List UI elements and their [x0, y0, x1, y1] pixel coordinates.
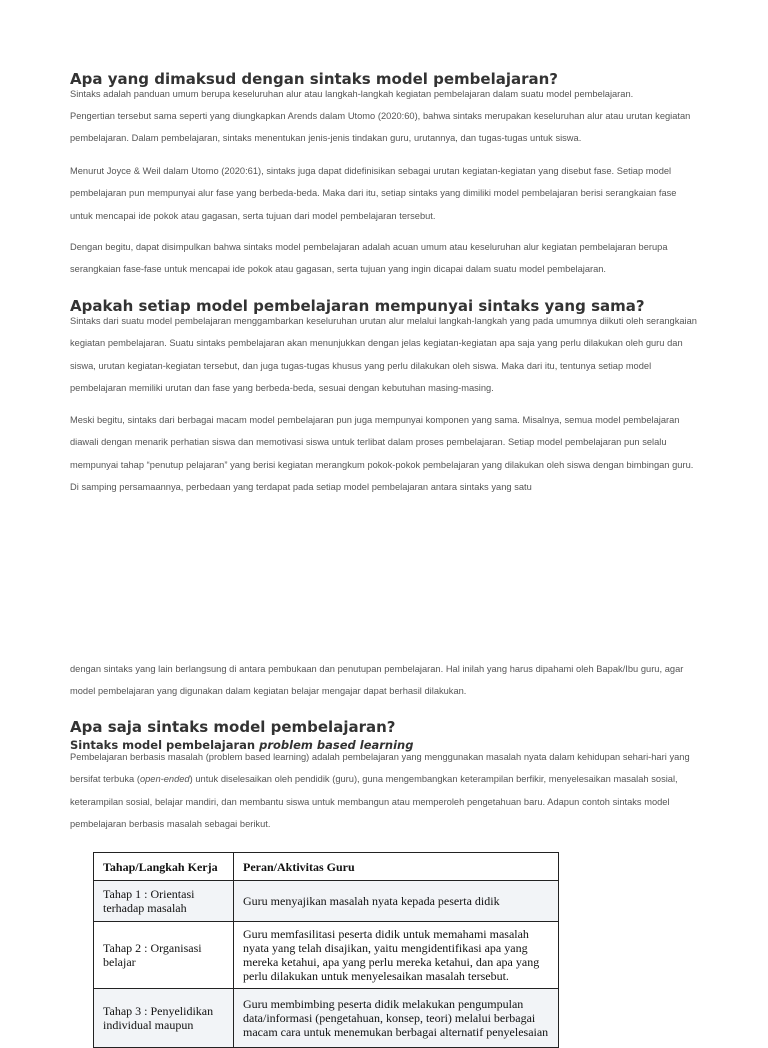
paragraph: Menurut Joyce & Weil dalam Utomo (2020:61), sintaks juga dapat didefinisikan sebagai urutan kegiatan-kegiatan yang disebut fase. Setiap model pembelajaran pun mempunyai alur fase yang berbeda-beda. Maka dari itu, setiap sintaks yang dimiliki model pembelajaran berisi serangkaian fase untuk mencapai ide pokok atau gagasan, serta tujuan dari model pembelajaran tersebut. — [70, 166, 677, 221]
syntax-table — [93, 852, 559, 1048]
table-cell-step: Tahap 2 : Organisasi belajar — [94, 922, 234, 989]
paragraph: Sintaks adalah panduan umum berupa keseluruhan alur atau langkah-langkah kegiatan pembelajaran dalam suatu model pembelajaran. — [70, 89, 634, 99]
table-cell-activity: Guru memfasilitasi peserta didik untuk memahami masalah nyata yang telah disajikan, yaitu mengidentifikasi apa yang mereka ketahui, apa yang perlu mereka ketahui, dan apa yang perlu dilakukan untuk menyelesaikan masalah tersebut. — [234, 922, 559, 989]
paragraph-italic-text: open-ended — [139, 774, 190, 785]
subheading-text: Sintaks model pembelajaran — [70, 738, 260, 752]
table-cell-activity: Guru menyajikan masalah nyata kepada peserta didik — [234, 881, 559, 922]
paragraph-text: ) untuk diselesaikan oleh pendidik (guru), guna mengembangkan keterampilan berfikir, menyelesaikan masalah sosial, keterampilan sosial, belajar mandiri, dan membantu siswa untuk membangun atau memperoleh pengetahuan baru. Adapun contoh sintaks model pembelajaran berbasis masalah sebagai berikut. — [70, 774, 678, 829]
paragraph: Pengertian tersebut sama seperti yang diungkapkan Arends dalam Utomo (2020:60), bahwa sintaks merupakan keseluruhan alur atau urutan kegiatan pembelajaran. Dalam pembelajaran, sintaks menentukan jenis-jenis tindakan guru, urutannya, dan tugas-tugas untuk siswa. — [70, 111, 691, 144]
column-header-step: Tahap/Langkah Kerja — [94, 853, 234, 881]
table-row — [94, 881, 559, 922]
section-heading-syntax-types: Apa saja sintaks model pembelajaran? — [70, 718, 396, 736]
table-row — [94, 989, 559, 1048]
column-header-activity: Peran/Aktivitas Guru — [234, 853, 559, 881]
table-cell-step: Tahap 1 : Orientasi terhadap masalah — [94, 881, 234, 922]
subheading-italic-text: problem based learning — [259, 738, 414, 752]
paragraph — [70, 746, 700, 835]
paragraph: dengan sintaks yang lain berlangsung di antara pembukaan dan penutupan pembelajaran. Hal inilah yang harus dipahami oleh Bapak/Ibu guru, agar model pembelajaran yang digunakan dalam kegiatan belajar mengajar dapat berhasil dilakukan. — [70, 664, 684, 697]
paragraph-text: Pembelajaran berbasis masalah (problem based learning) adalah pembelajaran yang menggunakan masalah nyata dalam kehidupan sehari-hari yang bersifat terbuka ( — [70, 752, 690, 785]
paragraph: Sintaks dari suatu model pembelajaran menggambarkan keseluruhan urutan alur melalui langkah-langkah yang pada umumnya diikuti oleh serangkaian kegiatan pembelajaran. Suatu sintaks pembelajaran akan menunjukkan dengan jelas kegiatan-kegiatan apa saja yang perlu dilakukan oleh guru dan siswa, urutan kegiatan-kegiatan tersebut, dan juga tugas-tugas khusus yang perlu dilakukan oleh siswa. Maka dari itu, tentunya setiap model pembelajaran memiliki urutan dan fase yang berbeda-beda, sesuai dengan kebutuhan masing-masing. — [70, 316, 697, 393]
paragraph: Dengan begitu, dapat disimpulkan bahwa sintaks model pembelajaran adalah acuan umum atau keseluruhan alur kegiatan pembelajaran berupa serangkaian fase-fase untuk mencapai ide pokok atau gagasan, serta tujuan yang ingin dicapai dalam suatu model pembelajaran. — [70, 242, 668, 275]
table-header-row — [94, 853, 559, 881]
paragraph: Meski begitu, sintaks dari berbagai macam model pembelajaran pun juga mempunyai komponen yang sama. Misalnya, semua model pembelajaran diawali dengan menarik perhatian siswa dan memotivasi siswa untuk terlibat dalam proses pembelajaran. Setiap model pembelajaran pun selalu mempunyai tahap “penutup pelajaran” yang berisi kegiatan merangkum pokok-pokok pembelajaran yang dilakukan oleh siswa dengan bimbingan guru. Di samping persamaannya, perbedaan yang terdapat pada setiap model pembelajaran antara sintaks yang satu — [70, 415, 694, 492]
section-heading-definition: Apa yang dimaksud dengan sintaks model pembelajaran? — [70, 70, 559, 88]
section-heading-same-syntax: Apakah setiap model pembelajaran mempunyai sintaks yang sama? — [70, 297, 645, 315]
table-cell-step: Tahap 3 : Penyelidikan individual maupun — [94, 989, 234, 1048]
table-cell-activity: Guru membimbing peserta didik melakukan pengumpulan data/informasi (pengetahuan, konsep, teori) melalui berbagai macam cara untuk menemukan berbagai alternatif penyelesaian — [234, 989, 559, 1048]
table-row — [94, 922, 559, 989]
